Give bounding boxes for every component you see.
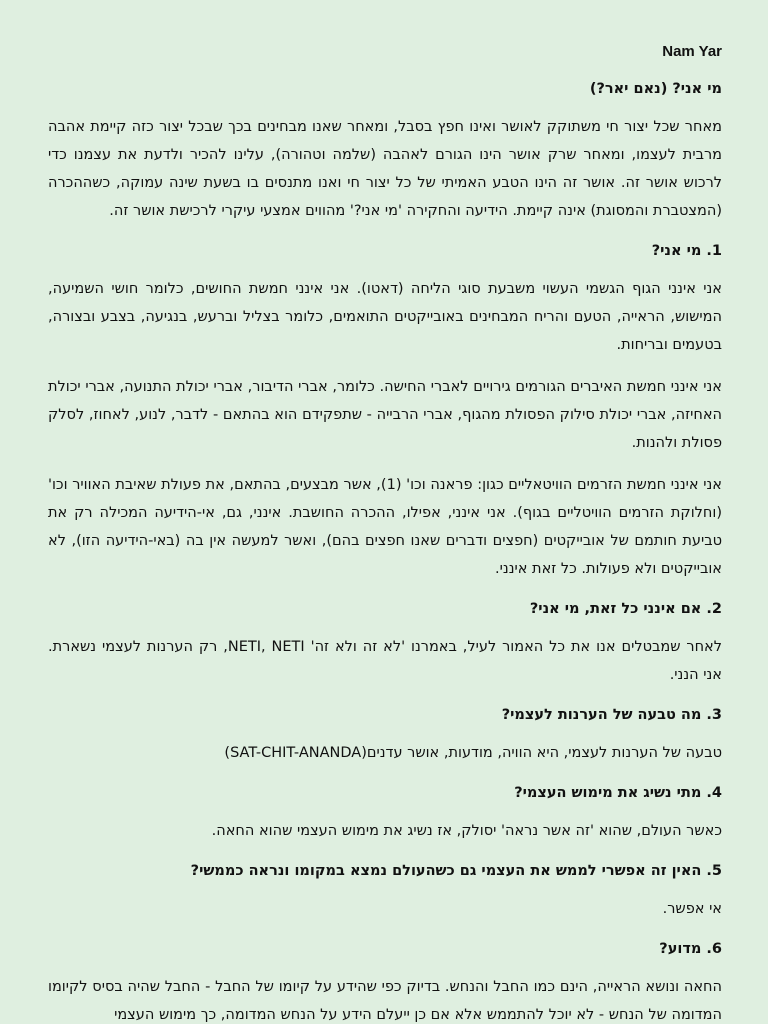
document-top-title: Nam Yar xyxy=(662,43,722,60)
section-1-paragraph-3: אני אינני חמשת הזרמים הוויטאליים כגון: פראנה וכו' (1), אשר מבצעים, בהתאם, את פעולת שאיבת האוויר וכו' (וחלוקת הזרמים הוויטליים בגוף). אני אינני, אפילו, ההכרה החושבת. אינני, גם, אי-הידיעה המכילה רק את טביעת חותמם של אובייקטים (חפצים ודברים שאנו חפצים בהם), ואשר למעשה אין בה (באי-הידיעה הזו), לא אובייקטים ולא פעולות. כל זאת אינני. xyxy=(48,477,722,577)
section-2-heading: 2. אם אינני כל זאת, מי אני? xyxy=(529,601,722,617)
section-4-paragraph: כאשר העולם, שהוא 'זה אשר נראה' יסולק, אז נשיג את מימוש העצמי שהוא החאה. xyxy=(211,823,722,839)
section-3-paragraph: טבעה של הערנות לעצמי, היא הוויה, מודעות, אושר עדנים(SAT-CHIT-ANANDA) xyxy=(224,745,722,761)
section-5-paragraph: אי אפשר. xyxy=(662,901,722,917)
section-5-heading: 5. האין זה אפשרי לממש את העצמי גם כשהעולם נמצא במקומו ונראה כממשי? xyxy=(190,863,722,879)
section-6-heading: 6. מדוע? xyxy=(659,941,722,957)
main-heading: מי אני? (נאם יאר?) xyxy=(589,81,722,97)
section-6-paragraph: החאה ונושא הראייה, הינם כמו החבל והנחש. בדיוק כפי שהידע על קיומו של החבל - החבל שהיה בסיס לקיומו המדומה של הנחש - לא יוכל להתממש אלא אם כן ייעלם הידע על הנחש המדומה, כך מימוש העצמי xyxy=(48,979,722,1023)
section-3-heading: 3. מה טבעה של הערנות לעצמי? xyxy=(501,707,722,723)
intro-paragraph: מאחר שכל יצור חי משתוקק לאושר ואינו חפץ בסבל, ומאחר שאנו מבחינים בכך שבכל יצור כזה קיימת אהבה מרבית לעצמו, ומאחר שרק אושר הינו הגורם לאהבה (שלמה וטהורה), עלינו להכיר ולדעת את עצמנו כדי לרכוש אושר זה. אושר זה הינו הטבע האמיתי של כל יצור חי ואנו מתנסים בו בשעת שינה עמוקה, כשההכרה (המצטברת והמסוגת) אינה קיימת. הידיעה והחקירה 'מי אני?' מהווים אמצעי עיקרי לרכישת אושר זה. xyxy=(48,119,722,219)
section-4-heading: 4. מתי נשיג את מימוש העצמי? xyxy=(514,785,722,801)
section-2-paragraph: לאחר שמבטלים אנו את כל האמור לעיל, באמרנו 'לא זה ולא זה' NETI, NETI, רק הערנות לעצמי נשארת. אני הנני. xyxy=(48,639,722,683)
section-1-paragraph-2: אני אינני חמשת האיברים הגורמים גירויים לאברי החישה. כלומר, אברי הדיבור, אברי יכולת התנועה, אברי יכולת האחיזה, אברי יכולת סילוק הפסולת מהגוף, אברי הרבייה - שתפקידם הוא בהתאם - לדבר, לנוע, לאחוז, לסלק פסולת ולהנות. xyxy=(48,379,722,451)
section-1-paragraph-1: אני אינני הגוף הגשמי העשוי משבעת סוגי הליחה (דאטו). אני אינני חמשת החושים, כלומר חושי השמיעה, המישוש, הראייה, הטעם והריח המבחינים באובייקטים התואמים, כלומר בצליל וברעש, בנגיעה, בצבע ובצורה, בטעמים ובריחות. xyxy=(48,281,722,353)
section-1-heading: 1. מי אני? xyxy=(651,243,722,259)
